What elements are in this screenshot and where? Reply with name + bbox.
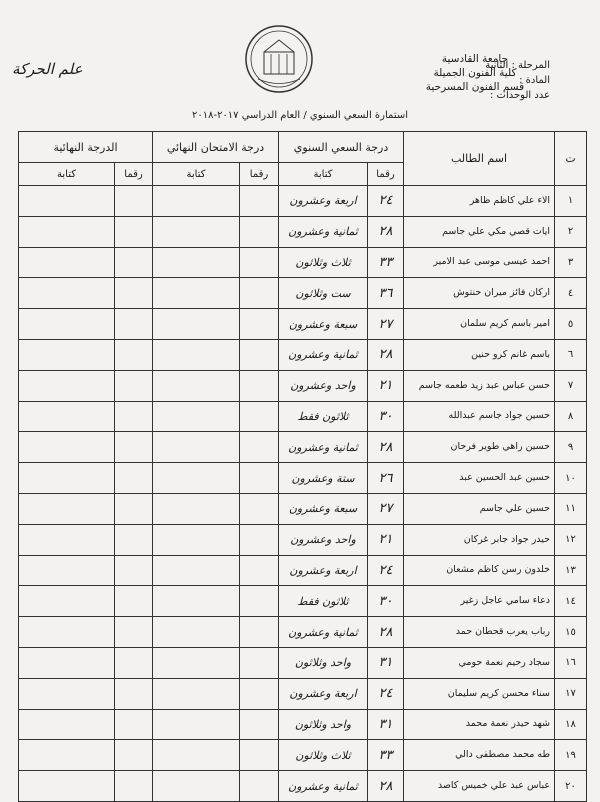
subject-label: المادة : — [519, 75, 550, 86]
final-words — [19, 432, 115, 463]
effort-digits: ٣١ — [368, 709, 404, 740]
exam-digits — [240, 186, 279, 217]
exam-digits — [240, 370, 279, 401]
final-words — [19, 524, 115, 555]
stage-label: المرحلة : الثانية — [485, 60, 550, 71]
effort-digits: ٣١ — [368, 647, 404, 678]
effort-digits: ٢٤ — [368, 186, 404, 217]
final-words — [19, 339, 115, 370]
department-name: قسم الفنون المسرحية — [425, 81, 525, 93]
table-row — [19, 740, 587, 771]
exam-words — [153, 401, 240, 432]
exam-digits — [240, 247, 279, 278]
row-index: ١٤ — [555, 586, 587, 617]
final-words — [19, 709, 115, 740]
student-name: ايات قصي مكي علي جاسم — [404, 216, 555, 247]
subject-handwritten: علم الحركة — [12, 60, 83, 78]
university-logo — [244, 24, 314, 94]
effort-words: ثلاثون فقط — [279, 586, 368, 617]
final-digits — [115, 401, 153, 432]
header-final-grade: الدرجة النهائية — [19, 132, 153, 163]
student-name: حسين جواد جاسم عبدالله — [404, 401, 555, 432]
exam-words — [153, 278, 240, 309]
row-index: ١٧ — [555, 678, 587, 709]
final-words — [19, 278, 115, 309]
student-name: دعاء سامي عاجل زغير — [404, 586, 555, 617]
student-name: سناء محسن كريم سليمان — [404, 678, 555, 709]
student-name: حسين عبد الحسين عبد — [404, 463, 555, 494]
table-row — [19, 216, 587, 247]
row-index: ١٦ — [555, 647, 587, 678]
final-words — [19, 401, 115, 432]
final-digits — [115, 678, 153, 709]
table-row — [19, 709, 587, 740]
row-index: ١٨ — [555, 709, 587, 740]
row-index: ٦ — [555, 339, 587, 370]
row-index: ٩ — [555, 432, 587, 463]
effort-words: واحد وثلاثون — [279, 709, 368, 740]
exam-words — [153, 586, 240, 617]
exam-digits — [240, 586, 279, 617]
course-info — [460, 58, 550, 103]
exam-digits — [240, 524, 279, 555]
effort-digits: ٢٤ — [368, 678, 404, 709]
final-digits — [115, 555, 153, 586]
effort-digits: ٢٧ — [368, 309, 404, 340]
student-name: طه محمد مصطفى دالي — [404, 740, 555, 771]
exam-words — [153, 247, 240, 278]
exam-digits — [240, 339, 279, 370]
table-row — [19, 339, 587, 370]
exam-digits — [240, 278, 279, 309]
effort-words: اربعة وعشرون — [279, 555, 368, 586]
subheader-final-digits: رقما — [115, 163, 153, 186]
effort-words: اربعة وعشرون — [279, 678, 368, 709]
table-row — [19, 524, 587, 555]
exam-words — [153, 309, 240, 340]
final-words — [19, 647, 115, 678]
header-annual-effort: درجة السعي السنوي — [279, 132, 404, 163]
exam-words — [153, 524, 240, 555]
college-name: كلية الفنون الجميلة — [433, 67, 517, 79]
effort-digits: ٣٠ — [368, 401, 404, 432]
exam-words — [153, 370, 240, 401]
table-row — [19, 370, 587, 401]
student-name: سجاد رحيم نعمة حومي — [404, 647, 555, 678]
table-row — [19, 493, 587, 524]
header-final-exam: درجة الامتحان النهائي — [153, 132, 279, 163]
student-name: حسين راهي طوير فرحان — [404, 432, 555, 463]
student-name: خلدون رسن كاظم مشعان — [404, 555, 555, 586]
table-row — [19, 432, 587, 463]
final-words — [19, 740, 115, 771]
final-digits — [115, 740, 153, 771]
table-row — [19, 617, 587, 648]
university-name: جامعة القادسية — [441, 53, 509, 65]
units-label: عدد الوحدات : — [489, 90, 550, 101]
final-digits — [115, 186, 153, 217]
exam-words — [153, 555, 240, 586]
final-words — [19, 186, 115, 217]
effort-words: سبعة وعشرون — [279, 493, 368, 524]
effort-digits: ٣٣ — [368, 247, 404, 278]
row-index: ٣ — [555, 247, 587, 278]
final-words — [19, 586, 115, 617]
final-words — [19, 463, 115, 494]
effort-digits: ٢٦ — [368, 463, 404, 494]
effort-words: ثمانية وعشرون — [279, 771, 368, 802]
effort-words: ثلاث وثلاثون — [279, 247, 368, 278]
effort-digits: ٢٨ — [368, 771, 404, 802]
row-index: ٢ — [555, 216, 587, 247]
exam-words — [153, 771, 240, 802]
final-digits — [115, 524, 153, 555]
final-digits — [115, 216, 153, 247]
final-digits — [115, 463, 153, 494]
effort-digits: ٢٨ — [368, 216, 404, 247]
subheader-effort-digits: رقما — [368, 163, 404, 186]
table-row — [19, 555, 587, 586]
effort-words: ثمانية وعشرون — [279, 432, 368, 463]
grades-table-body — [19, 186, 587, 802]
effort-words: واحد وثلاثون — [279, 647, 368, 678]
form-title: استمارة السعي السنوي / العام الدراسي ٢٠١٧-٢٠١٨ — [191, 110, 409, 121]
row-index: ٥ — [555, 309, 587, 340]
effort-words: ثمانية وعشرون — [279, 216, 368, 247]
effort-digits: ٢٨ — [368, 617, 404, 648]
effort-words: ثلاثون فقط — [279, 401, 368, 432]
table-row — [19, 678, 587, 709]
table-row — [19, 401, 587, 432]
student-name: احمد عيسى موسى عبد الامير — [404, 247, 555, 278]
effort-words: ثلاث وثلاثون — [279, 740, 368, 771]
subheader-effort-words: كتابة — [279, 163, 368, 186]
row-index: ١٩ — [555, 740, 587, 771]
final-words — [19, 216, 115, 247]
effort-digits: ٢٨ — [368, 339, 404, 370]
exam-digits — [240, 678, 279, 709]
effort-digits: ٣٣ — [368, 740, 404, 771]
final-digits — [115, 247, 153, 278]
grades-table — [18, 131, 587, 802]
subheader-final-words: كتابة — [19, 163, 115, 186]
student-name: شهد حيدر نعمة محمد — [404, 709, 555, 740]
row-index: ٨ — [555, 401, 587, 432]
row-index: ٢٠ — [555, 771, 587, 802]
effort-words: ست وثلاثون — [279, 278, 368, 309]
header-index: ت — [555, 132, 587, 186]
student-name: اركان فائز ميران حنتوش — [404, 278, 555, 309]
exam-digits — [240, 647, 279, 678]
subheader-exam-digits: رقما — [240, 163, 279, 186]
table-row — [19, 771, 587, 802]
effort-digits: ٢٨ — [368, 432, 404, 463]
effort-words: ستة وعشرون — [279, 463, 368, 494]
table-row — [19, 647, 587, 678]
row-index: ١١ — [555, 493, 587, 524]
final-words — [19, 771, 115, 802]
exam-digits — [240, 709, 279, 740]
row-index: ١٢ — [555, 524, 587, 555]
student-name: عباس عبد علي خميس كاصد — [404, 771, 555, 802]
exam-digits — [240, 740, 279, 771]
final-digits — [115, 586, 153, 617]
exam-words — [153, 463, 240, 494]
effort-words: سبعة وعشرون — [279, 309, 368, 340]
exam-words — [153, 186, 240, 217]
exam-digits — [240, 401, 279, 432]
final-words — [19, 555, 115, 586]
effort-words: واحد وعشرون — [279, 370, 368, 401]
exam-digits — [240, 555, 279, 586]
row-index: ١ — [555, 186, 587, 217]
final-digits — [115, 647, 153, 678]
subheader-exam-words: كتابة — [153, 163, 240, 186]
exam-words — [153, 617, 240, 648]
exam-words — [153, 740, 240, 771]
header-student-name: اسم الطالب — [404, 132, 555, 186]
exam-words — [153, 432, 240, 463]
row-index: ١٣ — [555, 555, 587, 586]
final-digits — [115, 309, 153, 340]
final-digits — [115, 432, 153, 463]
student-name: باسم غانم كرو حنين — [404, 339, 555, 370]
exam-words — [153, 493, 240, 524]
student-name: رباب يعرب قحطان حمد — [404, 617, 555, 648]
final-words — [19, 493, 115, 524]
final-digits — [115, 617, 153, 648]
row-index: ٤ — [555, 278, 587, 309]
exam-digits — [240, 493, 279, 524]
table-row — [19, 309, 587, 340]
final-digits — [115, 709, 153, 740]
exam-digits — [240, 617, 279, 648]
table-row — [19, 186, 587, 217]
effort-words: واحد وعشرون — [279, 524, 368, 555]
effort-words: ثمانية وعشرون — [279, 617, 368, 648]
exam-digits — [240, 463, 279, 494]
final-words — [19, 678, 115, 709]
final-digits — [115, 771, 153, 802]
exam-words — [153, 709, 240, 740]
final-digits — [115, 370, 153, 401]
final-words — [19, 617, 115, 648]
effort-digits: ٢١ — [368, 370, 404, 401]
effort-digits: ٢١ — [368, 524, 404, 555]
final-words — [19, 309, 115, 340]
final-digits — [115, 339, 153, 370]
exam-digits — [240, 309, 279, 340]
effort-digits: ٢٧ — [368, 493, 404, 524]
effort-digits: ٣٠ — [368, 586, 404, 617]
exam-words — [153, 647, 240, 678]
exam-words — [153, 339, 240, 370]
effort-words: اربعة وعشرون — [279, 186, 368, 217]
exam-digits — [240, 216, 279, 247]
exam-words — [153, 216, 240, 247]
row-index: ١٥ — [555, 617, 587, 648]
row-index: ١٠ — [555, 463, 587, 494]
final-words — [19, 247, 115, 278]
student-name: حسن عباس عبد زيد طعمه جاسم — [404, 370, 555, 401]
student-name: الاء علي كاظم ظاهر — [404, 186, 555, 217]
exam-words — [153, 678, 240, 709]
final-digits — [115, 493, 153, 524]
student-name: حسين علي جاسم — [404, 493, 555, 524]
row-index: ٧ — [555, 370, 587, 401]
effort-words: ثمانية وعشرون — [279, 339, 368, 370]
effort-digits: ٣٦ — [368, 278, 404, 309]
table-row — [19, 278, 587, 309]
student-name: امير باسم كريم سلمان — [404, 309, 555, 340]
final-digits — [115, 278, 153, 309]
final-words — [19, 370, 115, 401]
table-row — [19, 463, 587, 494]
exam-digits — [240, 771, 279, 802]
student-name: حيدر جواد جابر غركان — [404, 524, 555, 555]
table-row — [19, 586, 587, 617]
effort-digits: ٢٤ — [368, 555, 404, 586]
table-row — [19, 247, 587, 278]
exam-digits — [240, 432, 279, 463]
